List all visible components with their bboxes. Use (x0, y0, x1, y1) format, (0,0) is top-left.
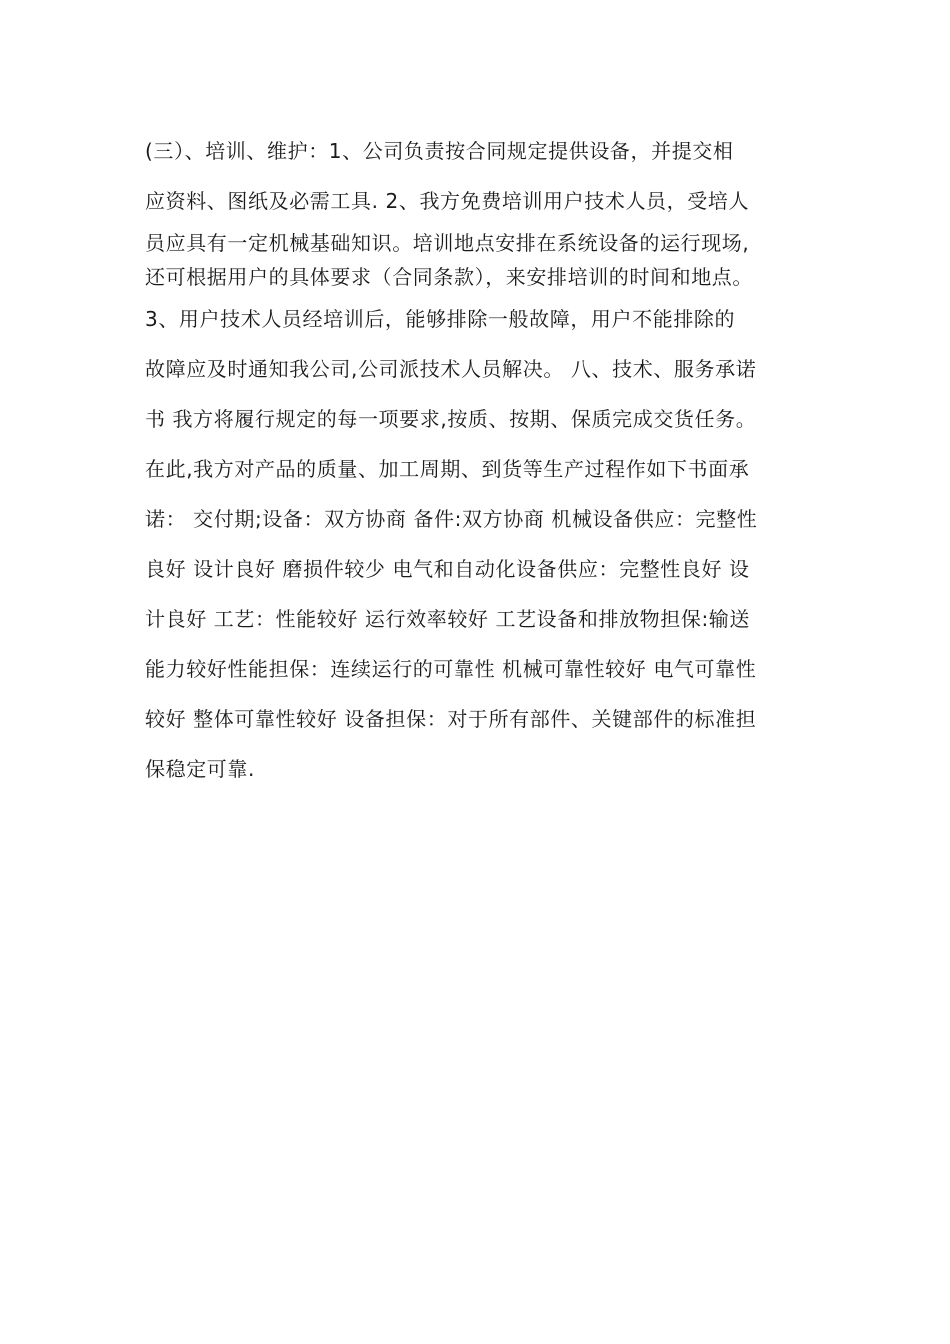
text-line-10: 良好 设计良好 磨损件较少 电气和自动化设备供应：完整性良好 设 (145, 557, 750, 581)
document-body (145, 126, 825, 794)
text-line-1: (三）、培训、维护：1、公司负责按合同规定提供设备，并提交相 (145, 139, 734, 163)
text-line-4: 还可根据用户的具体要求（合同条款），来安排培训的时间和地点。 (145, 265, 753, 289)
text-line-11: 计良好 工艺：性能较好 运行效率较好 工艺设备和排放物担保:输送 (145, 607, 751, 631)
text-line-5: 3、用户技术人员经培训后，能够排除一般故障，用户不能排除的 (145, 307, 736, 331)
text-line-13: 较好 整体可靠性较好 设备担保：对于所有部件、关键部件的标准担 (145, 707, 757, 731)
text-line-14: 保稳定可靠. (145, 757, 255, 781)
text-line-3: 员应具有一定机械基础知识。培训地点安排在系统设备的运行现场, (145, 231, 750, 255)
text-line-2: 应资料、图纸及必需工具. 2、我方免费培训用户技术人员，受培人 (145, 189, 750, 213)
text-line-12: 能力较好性能担保：连续运行的可靠性 机械可靠性较好 电气可靠性 (145, 657, 757, 681)
text-line-8: 在此,我方对产品的质量、加工周期、到货等生产过程作如下书面承 (145, 457, 750, 481)
text-line-6: 故障应及时通知我公司,公司派技术人员解决。 八、技术、服务承诺 (145, 357, 757, 381)
text-line-9: 诺： 交付期;设备：双方协商 备件:双方协商 机械设备供应：完整性 (145, 507, 758, 531)
text-line-7: 书 我方将履行规定的每一项要求,按质、按期、保质完成交货任务。 (145, 407, 757, 431)
